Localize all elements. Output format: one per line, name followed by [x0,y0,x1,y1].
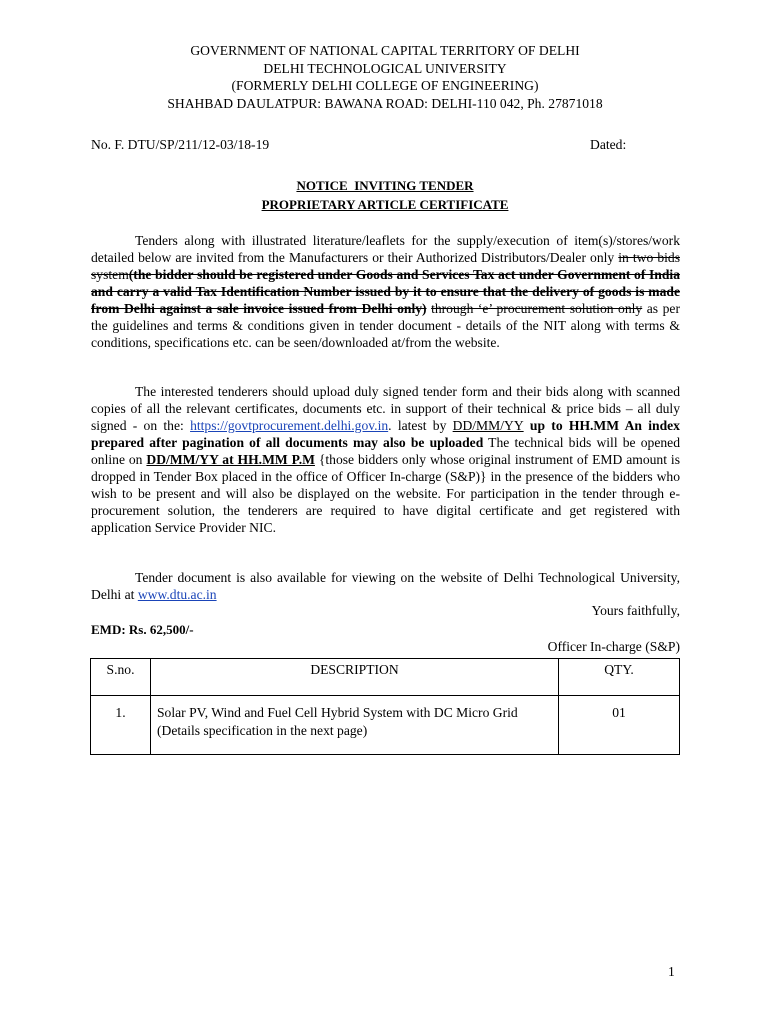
letterhead [0,42,770,112]
para1-struck-bold-text: (the bidder should be registered under Goods and Services Tax act under Government of India and carry a valid Tax Identification Number issued by it to ensure that the delivery of goods is made from Delhi against a sale invoice issued from Delhi only) [91,267,680,316]
header-description: DESCRIPTION [151,659,559,696]
para2-time: up to HH.MM [523,418,620,433]
para2-index-note: An index prepared after pagination of all documents may also be uploaded [91,418,680,450]
letterhead-line-formerly: (FORMERLY DELHI COLLEGE OF ENGINEERING) [231,78,539,93]
dtu-website-link[interactable]: www.dtu.ac.in [137,587,217,602]
cell-sno: 1. [91,696,151,755]
letterhead-line-government: GOVERNMENT OF NATIONAL CAPITAL TERRITORY OF DELHI [190,43,580,58]
notice-title [0,176,770,214]
header-qty: QTY. [559,659,680,696]
items-table [90,658,680,755]
signatory-officer: Officer In-charge (S&P) [547,639,680,654]
notice-title-line2: PROPRIETARY ARTICLE CERTIFICATE [261,197,509,212]
para1-text-a: Tenders along with illustrated literature/leaflets for the supply/execution of item(s)/stores/work detailed below are invited from the Manufacturers or their Authorized Distributors/Dealer only [91,233,680,265]
para1-struck-text: in two bids system [91,250,680,282]
para1-text-b: as per the guidelines and terms & conditions given in tender document - details of the NIT along with terms & conditions, specifications etc. can be seen/downloaded at/from the website. [91,301,680,350]
letterhead-line-university: DELHI TECHNOLOGICAL UNIVERSITY [263,60,507,76]
table-header-row [91,659,680,696]
notice-title-line1: NOTICE INVITING TENDER [296,178,474,193]
emd-amount: EMD: Rs. 62,500/- [91,622,194,637]
para2-text-a: The interested tenderers should upload duly signed tender form and their bids along with scanned copies of all the relevant certificates, documents etc. in support of their technical & price bids – all duly signed - on the: [91,384,680,433]
para2-date: DD/MM/YY [452,418,524,433]
page-number: 1 [668,964,675,979]
cell-qty: 01 [559,696,680,755]
header-sno: S.no. [91,659,151,696]
govtprocurement-link[interactable]: https://govtprocurement.delhi.gov.in [190,418,389,433]
paragraph-website [91,569,680,603]
para2-text-b: . latest by [388,418,453,433]
para2-opening-datetime: DD/MM/YY at HH.MM P.M [146,452,315,467]
closing-yours-faithfully: Yours faithfully, [591,603,680,618]
table-row [91,696,680,755]
dated-label: Dated: [590,137,627,152]
paragraph-invitation [91,232,680,351]
para2-text-d: {those bidders only whose original instrument of EMD amount is dropped in Tender Box placed in the office of Officer In-charge (S&P)} in the presence of the bidders who wish to be present and will also be displayed on the website. For participation in the tender through e-procurement solution, the tenderers are required to have digital certificate and get registered with application Service Provider NIC. [91,452,680,535]
cell-description: Solar PV, Wind and Fuel Cell Hybrid System with DC Micro Grid (Details specification in the next page) [151,696,559,755]
paragraph-instructions [91,383,680,536]
para2-text-c: The technical bids will be opened online on [91,435,680,467]
letterhead-line-address: SHAHBAD DAULATPUR: BAWANA ROAD: DELHI-110 042, Ph. 27871018 [167,95,603,111]
para3-text-a: Tender document is also available for viewing on the website of Delhi Technological University, Delhi at [91,570,680,602]
para1-struck-procurement: through ‘e’ procurement solution only [431,301,643,316]
file-number: No. F. DTU/SP/211/12-03/18-19 [91,137,270,152]
